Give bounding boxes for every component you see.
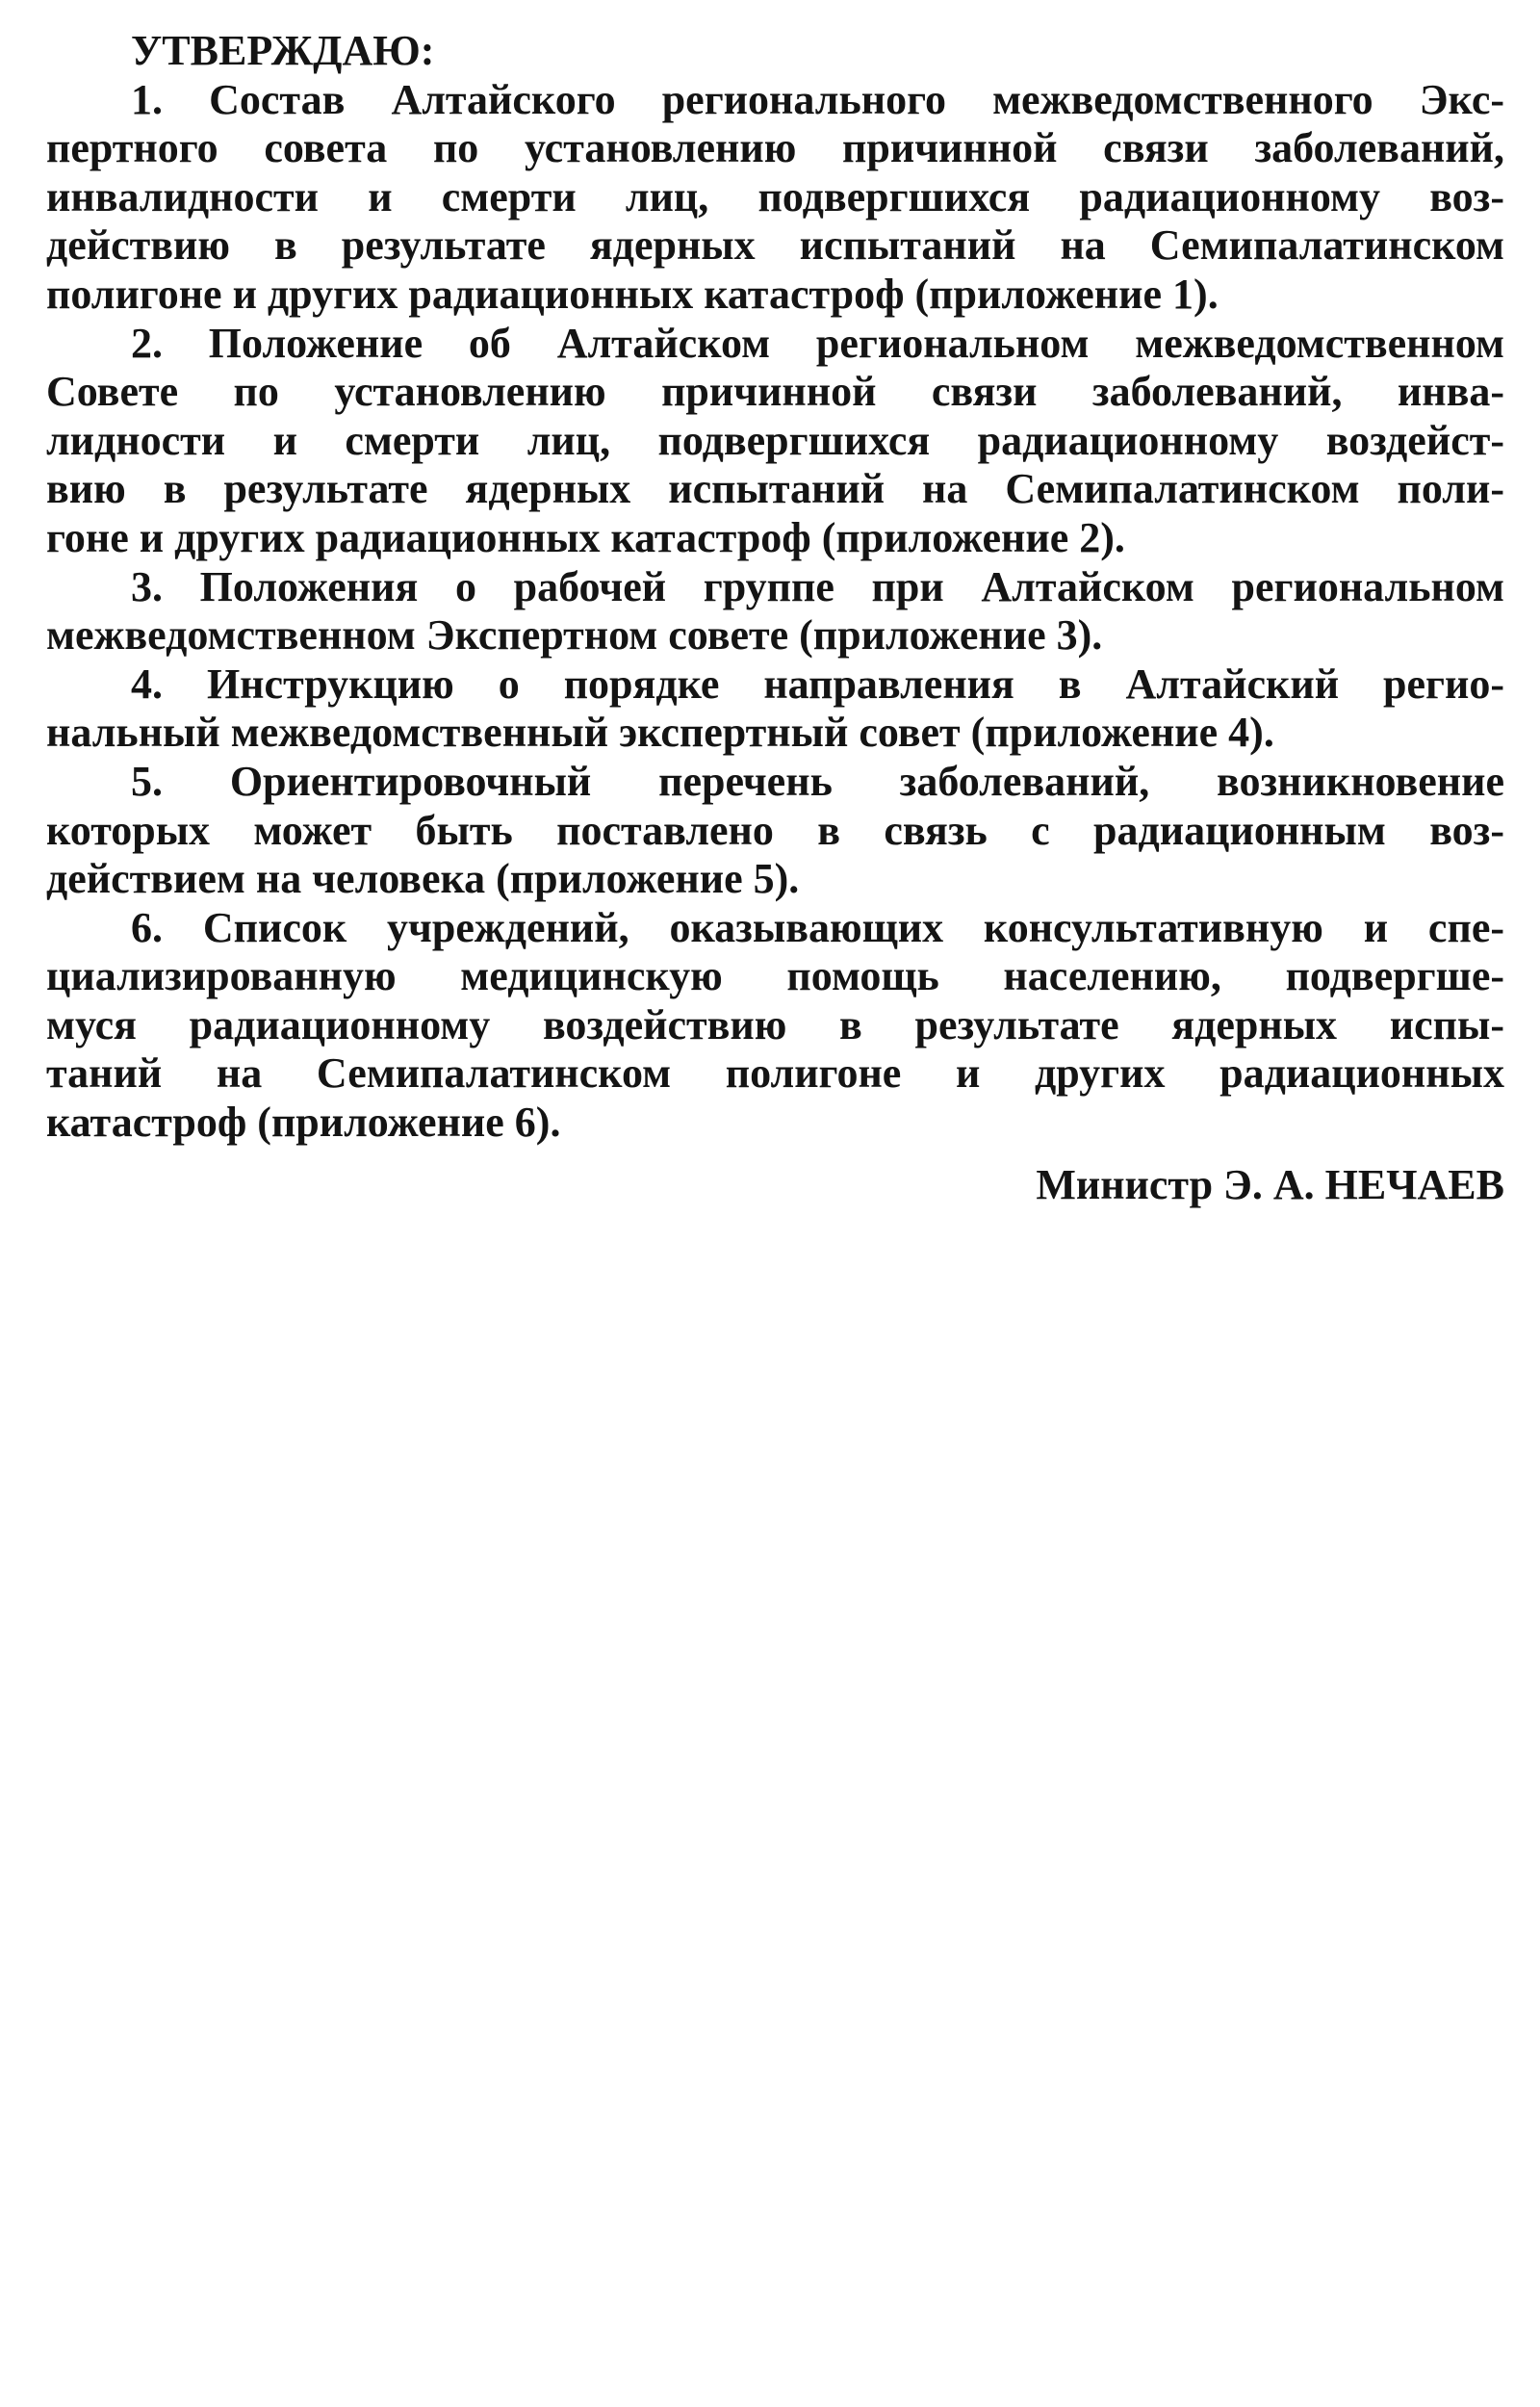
item-5-line-1: 5. Ориентировочный перечень заболеваний, возникновение <box>131 757 1504 805</box>
approval-heading: УТВЕРЖДАЮ: <box>131 27 435 74</box>
item-2-line-3: лидности и смерти лиц, подвергшихся радиационному воздейст- <box>46 416 1504 464</box>
item-2-line-1: 2. Положение об Алтайском региональном межведомственном <box>131 319 1504 367</box>
item-6-line-2: циализированную медицинскую помощь населению, подвергше- <box>46 952 1504 1000</box>
item-1-line-3: инвалидности и смерти лиц, подвергшихся радиационному воз- <box>46 172 1504 220</box>
item-2-line-2: Совете по установлению причинной связи заболеваний, инва- <box>46 368 1504 416</box>
item-5-line-2: которых может быть поставлено в связь с радиационным воз- <box>46 806 1504 854</box>
item-2-line-5: гоне и других радиационных катастроф (приложение 2). <box>46 513 1125 561</box>
item-5-line-3: действием на человека (приложение 5). <box>46 855 800 903</box>
item-2-line-4: вию в результате ядерных испытаний на Семипалатинском поли- <box>46 465 1504 513</box>
item-6-line-3: муся радиационному воздействию в результате ядерных испы- <box>46 1000 1504 1048</box>
item-6-line-1: 6. Список учреждений, оказывающих консультативную и спе- <box>131 903 1504 951</box>
item-6-line-4: таний на Семипалатинском полигоне и других радиационных <box>46 1049 1504 1098</box>
item-4-line-1: 4. Инструкцию о порядке направления в Алтайский регио- <box>131 660 1504 708</box>
item-3-line-1: 3. Положения о рабочей группе при Алтайском региональном <box>131 562 1504 610</box>
item-6-line-5: катастроф (приложение 6). <box>46 1099 561 1147</box>
minister-signature: Министр Э. А. НЕЧАЕВ <box>1036 1160 1504 1208</box>
item-1-line-4: действию в результате ядерных испытаний на Семипалатинском <box>46 221 1504 270</box>
item-4-line-2: нальный межведомственный экспертный совет (приложение 4). <box>46 709 1274 757</box>
item-1-line-2: пертного совета по установлению причинной связи заболеваний, <box>46 124 1504 172</box>
item-1-line-1: 1. Состав Алтайского регионального межведомственного Экс- <box>131 75 1504 123</box>
item-3-line-2: межведомственном Экспертном совете (приложение 3). <box>46 611 1103 660</box>
item-1-line-5: полигоне и других радиационных катастроф (приложение 1). <box>46 270 1219 318</box>
document-text <box>46 27 1504 1209</box>
